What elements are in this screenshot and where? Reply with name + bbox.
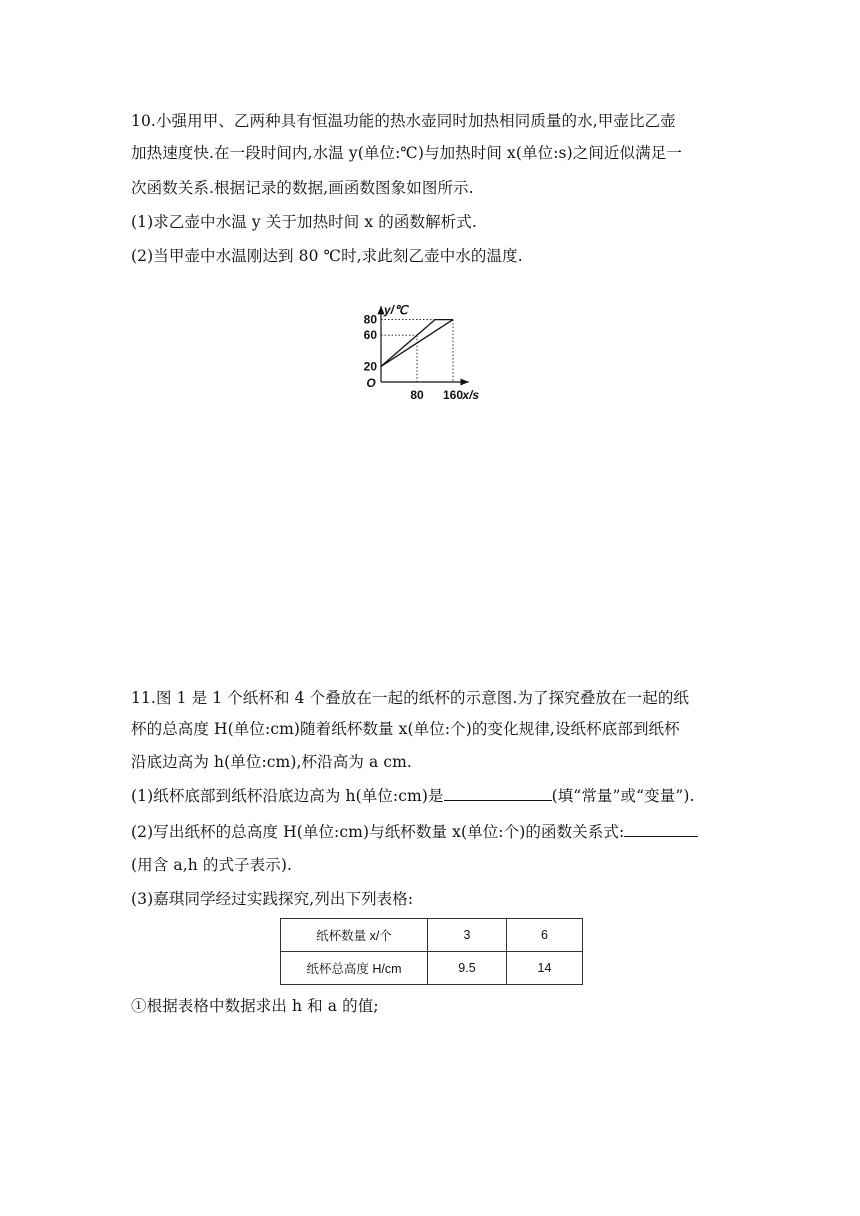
table-row — [281, 919, 583, 952]
q10-part-2: (2)当甲壶中水温刚达到 80 ℃时,求此刻乙壶中水的温度. — [131, 247, 523, 265]
y-tick-label: 20 — [363, 359, 377, 374]
cup-data-table — [280, 918, 583, 985]
q11-part-2-text: (2)写出纸杯的总高度 H(单位:cm)与纸杯数量 x(单位:个)的函数关系式: — [131, 823, 625, 841]
origin-label: O — [366, 376, 376, 390]
answer-blank-1[interactable] — [444, 786, 552, 801]
q11-part-2 — [131, 822, 698, 842]
q11-part-2-continued: (用含 a,h 的式子表示). — [131, 856, 293, 874]
q11-stem-line-2: 杯的总高度 H(单位:cm)随着纸杯数量 x(单位:个)的变化规律,设纸杯底部到纸杯 — [131, 720, 680, 738]
q11-stem-line-1: 11.图 1 是 1 个纸杯和 4 个叠放在一起的纸杯的示意图.为了探究叠放在一起的纸 — [131, 689, 690, 707]
y-tick-label: 60 — [363, 328, 377, 343]
x-axis-label: x/s — [462, 388, 480, 402]
q11-part-1-tail: (填“常量”或“变量”). — [551, 787, 695, 805]
q11-subpart-1: ①根据表格中数据求出 h 和 a 的值; — [131, 997, 379, 1015]
y-tick-label: 80 — [363, 312, 377, 327]
q11-part-3: (3)嘉琪同学经过实践探究,列出下列表格: — [131, 890, 414, 908]
answer-blank-2[interactable] — [624, 822, 698, 837]
table-cell: 纸杯总高度 H/cm — [281, 952, 428, 985]
q11-part-1 — [131, 786, 695, 806]
table-cell: 9.5 — [428, 952, 507, 985]
table-cell: 纸杯数量 x/个 — [281, 919, 428, 952]
q11-part-1-text: (1)纸杯底部到纸杯沿底边高为 h(单位:cm)是 — [131, 787, 444, 805]
table-cell: 6 — [507, 919, 583, 952]
q10-stem-line-2: 加热速度快.在一段时间内,水温 y(单位:℃)与加热时间 x(单位:s)之间近似满足一 — [131, 144, 682, 162]
series-line-2 — [381, 320, 453, 367]
y-axis-label: y/℃ — [384, 303, 408, 317]
x-tick-label: 160 — [442, 388, 464, 402]
table-row — [281, 952, 583, 985]
q10-stem-line-1: 10.小强用甲、乙两种具有恒温功能的热水壶同时加热相同质量的水,甲壶比乙壶 — [131, 112, 676, 130]
q10-stem-line-3: 次函数关系.根据记录的数据,画函数图象如图所示. — [131, 179, 474, 197]
q11-stem-line-3: 沿底边高为 h(单位:cm),杯沿高为 a cm. — [131, 753, 412, 771]
function-graph — [355, 280, 505, 405]
table-cell: 3 — [428, 919, 507, 952]
q10-part-1: (1)求乙壶中水温 y 关于加热时间 x 的函数解析式. — [131, 213, 477, 231]
table-cell: 14 — [507, 952, 583, 985]
x-tick-label: 80 — [410, 388, 424, 402]
